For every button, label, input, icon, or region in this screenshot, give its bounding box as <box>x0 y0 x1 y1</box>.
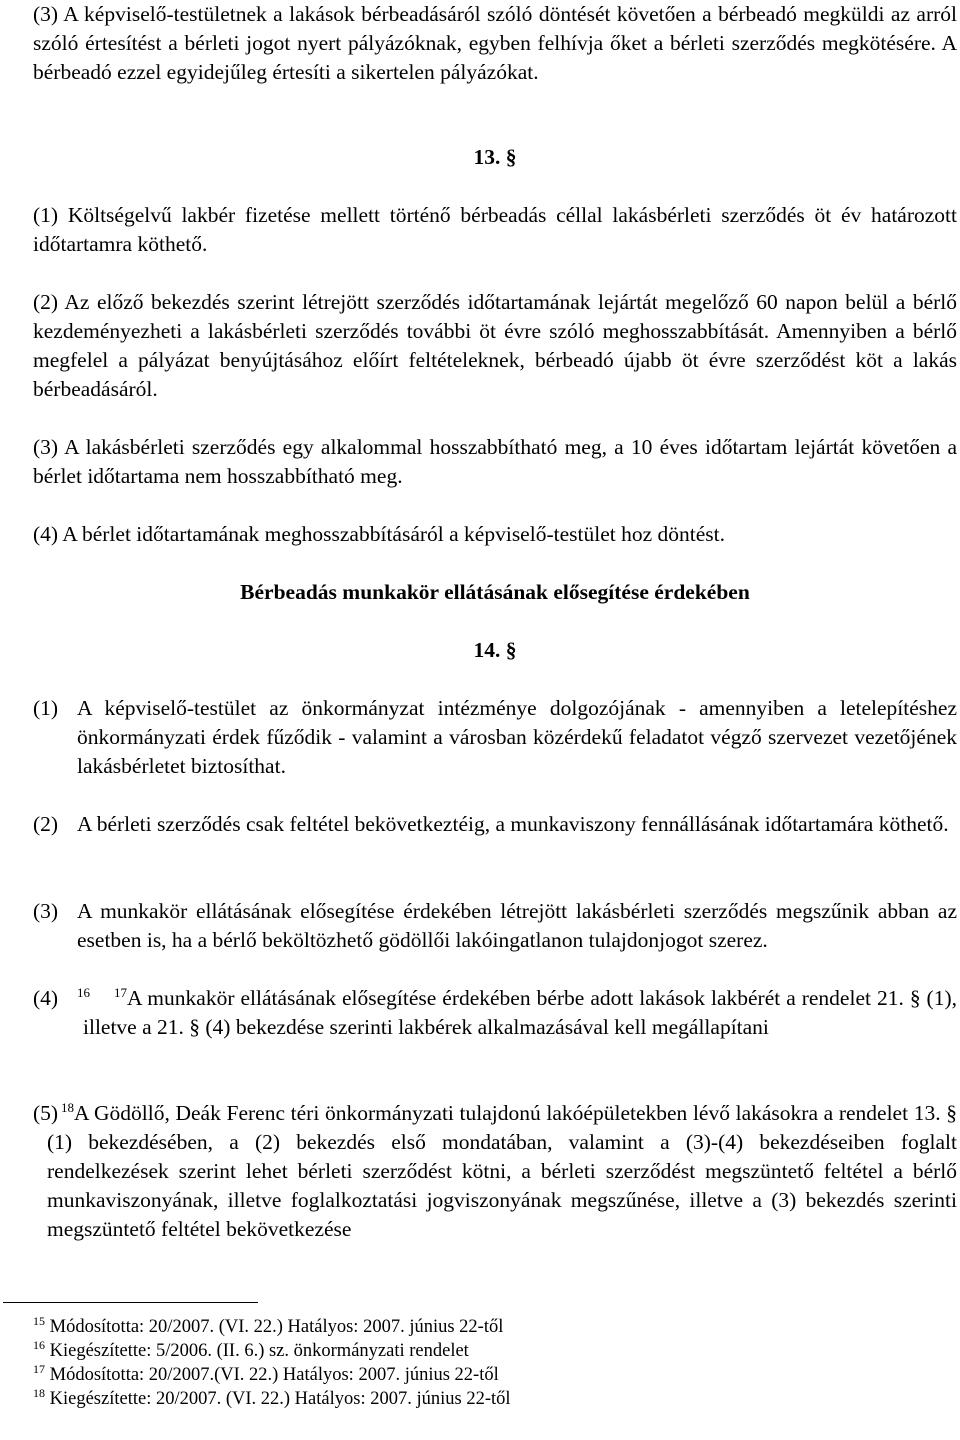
section-14-heading: 14. § <box>473 638 517 662</box>
paragraph-text: A bérleti szerződés csak feltétel bekövetkeztéig, a munkaviszony fennállásának időtartamára köthető. <box>77 812 949 836</box>
section-13-paragraph-2: (2) Az előző bekezdés szerint létrejött szerződés időtartamának lejártát megelőző 60 napon belül a bérlő kezdeményezheti a lakásbérleti szerződés további öt évre szóló meghosszabbítását. Amennyiben a bérlő megfelel a pályázat benyújtásához előírt feltételeknek, bérbeadó újabb öt évre szerződést köt a lakás bérbeadásáról. <box>33 290 957 401</box>
section-13-paragraph-3: (3) A lakásbérleti szerződés egy alkalommal hosszabbítható meg, a 10 éves időtartam lejártát követően a bérlet időtartama nem hosszabbítható meg. <box>33 435 957 488</box>
section-14-paragraph-2 <box>33 810 957 839</box>
section-14-paragraph-3 <box>33 897 957 955</box>
paragraph-number-text: (4) <box>33 986 59 1010</box>
section-14-paragraph-5 <box>33 1099 957 1244</box>
paragraph-text-block <box>33 984 957 1042</box>
section-14-paragraph-4 <box>33 984 957 1042</box>
section-13-heading: 13. § <box>473 145 517 169</box>
carryover-paragraph: (3) A képviselő-testületnek a lakások bérbeadásáról szóló döntését követően a bérbeadó megküldi az arról szóló értesítést a bérleti jogot nyert pályázóknak, egyben felhívja őket a bérleti szerződés megkötésére. A bérbeadó ezzel egyidejűleg értesíti a sikertelen pályázókat. <box>33 2 957 84</box>
paragraph-number-text: (5) <box>33 1101 59 1125</box>
footnote-ref-16[interactable]: 16 <box>77 985 90 1000</box>
section-13-paragraph-4: (4) A bérlet időtartamának meghosszabbításáról a képviselő-testület hoz döntést. <box>33 522 725 546</box>
footnote-text: Módosította: 20/2007. (VI. 22.) Hatályos: 2007. június 22-től <box>49 1317 504 1337</box>
footnote-16 <box>33 1339 957 1363</box>
paragraph-text: A munkakör ellátásának elősegítése érdekében létrejött lakásbérleti szerződés megszűnik abban az esetben is, ha a bérlő beköltözhető gödöllői lakóingatlanon tulajdonjogot szerez. <box>77 899 957 952</box>
footnote-ref-18[interactable]: 18 <box>61 1100 74 1115</box>
subtitle: Bérbeadás munkakör ellátásának elősegítése érdekében <box>240 580 750 604</box>
paragraph-text: A Gödöllő, Deák Ferenc téri önkormányzati tulajdonú lakóépületekben lévő lakásokra a rendelet 13. § (1) bekezdésében, a (2) bekezdés első mondatában, valamint a (3)-(4) bekezdéseiben foglalt rendelkezések szerint lehet bérleti szerződést kötni, a bérleti szerződést megszüntető feltétel a bérlő munkaviszonyának, illetve foglalkoztatási jogviszonyának megszűnése, illetve a (3) bekezdés szerinti megszüntető feltétel bekövetkezése <box>47 1101 957 1241</box>
paragraph-text: A munkakör ellátásának elősegítése érdekében bérbe adott lakások lakbérét a rendelet 21. § (1), illetve a 21. § (4) bekezdése szerinti lakbérek alkalmazásával kell megállapítani <box>83 986 958 1039</box>
footnote-number: 17 <box>33 1362 45 1376</box>
footnote-15 <box>33 1315 957 1339</box>
paragraph-number: (1) <box>33 696 59 720</box>
footnote-number: 15 <box>33 1314 45 1328</box>
footnote-number: 16 <box>33 1338 45 1352</box>
footnote-number: 18 <box>33 1386 45 1400</box>
footnote-divider <box>3 1302 258 1303</box>
paragraph-text-block <box>33 1099 957 1244</box>
footnotes <box>33 1302 957 1411</box>
paragraph-number: (2) <box>33 812 59 836</box>
paragraph-text: A képviselő-testület az önkormányzat intézménye dolgozójának - amennyiben a letelepítéshez önkormányzati érdek fűződik - valamint a városban közérdekű feladatot végző szervezet vezetőjének lakásbérletet biztosíthat. <box>77 696 957 778</box>
footnote-text: Kiegészítette: 5/2006. (II. 6.) sz. önkormányzati rendelet <box>49 1341 469 1361</box>
section-14-paragraph-1 <box>33 694 957 781</box>
footnote-text: Kiegészítette: 20/2007. (VI. 22.) Hatályos: 2007. június 22-től <box>49 1389 511 1409</box>
footnote-ref-17[interactable]: 17 <box>113 985 127 1000</box>
footnote-text: Módosította: 20/2007.(VI. 22.) Hatályos: 2007. június 22-től <box>49 1365 499 1385</box>
footnote-18 <box>33 1387 957 1411</box>
paragraph-number: (3) <box>33 899 59 923</box>
footnote-17 <box>33 1363 957 1387</box>
section-13-paragraph-1: (1) Költségelvű lakbér fizetése mellett történő bérbeadás céllal lakásbérleti szerződés öt év határozott időtartamra köthető. <box>33 203 957 256</box>
